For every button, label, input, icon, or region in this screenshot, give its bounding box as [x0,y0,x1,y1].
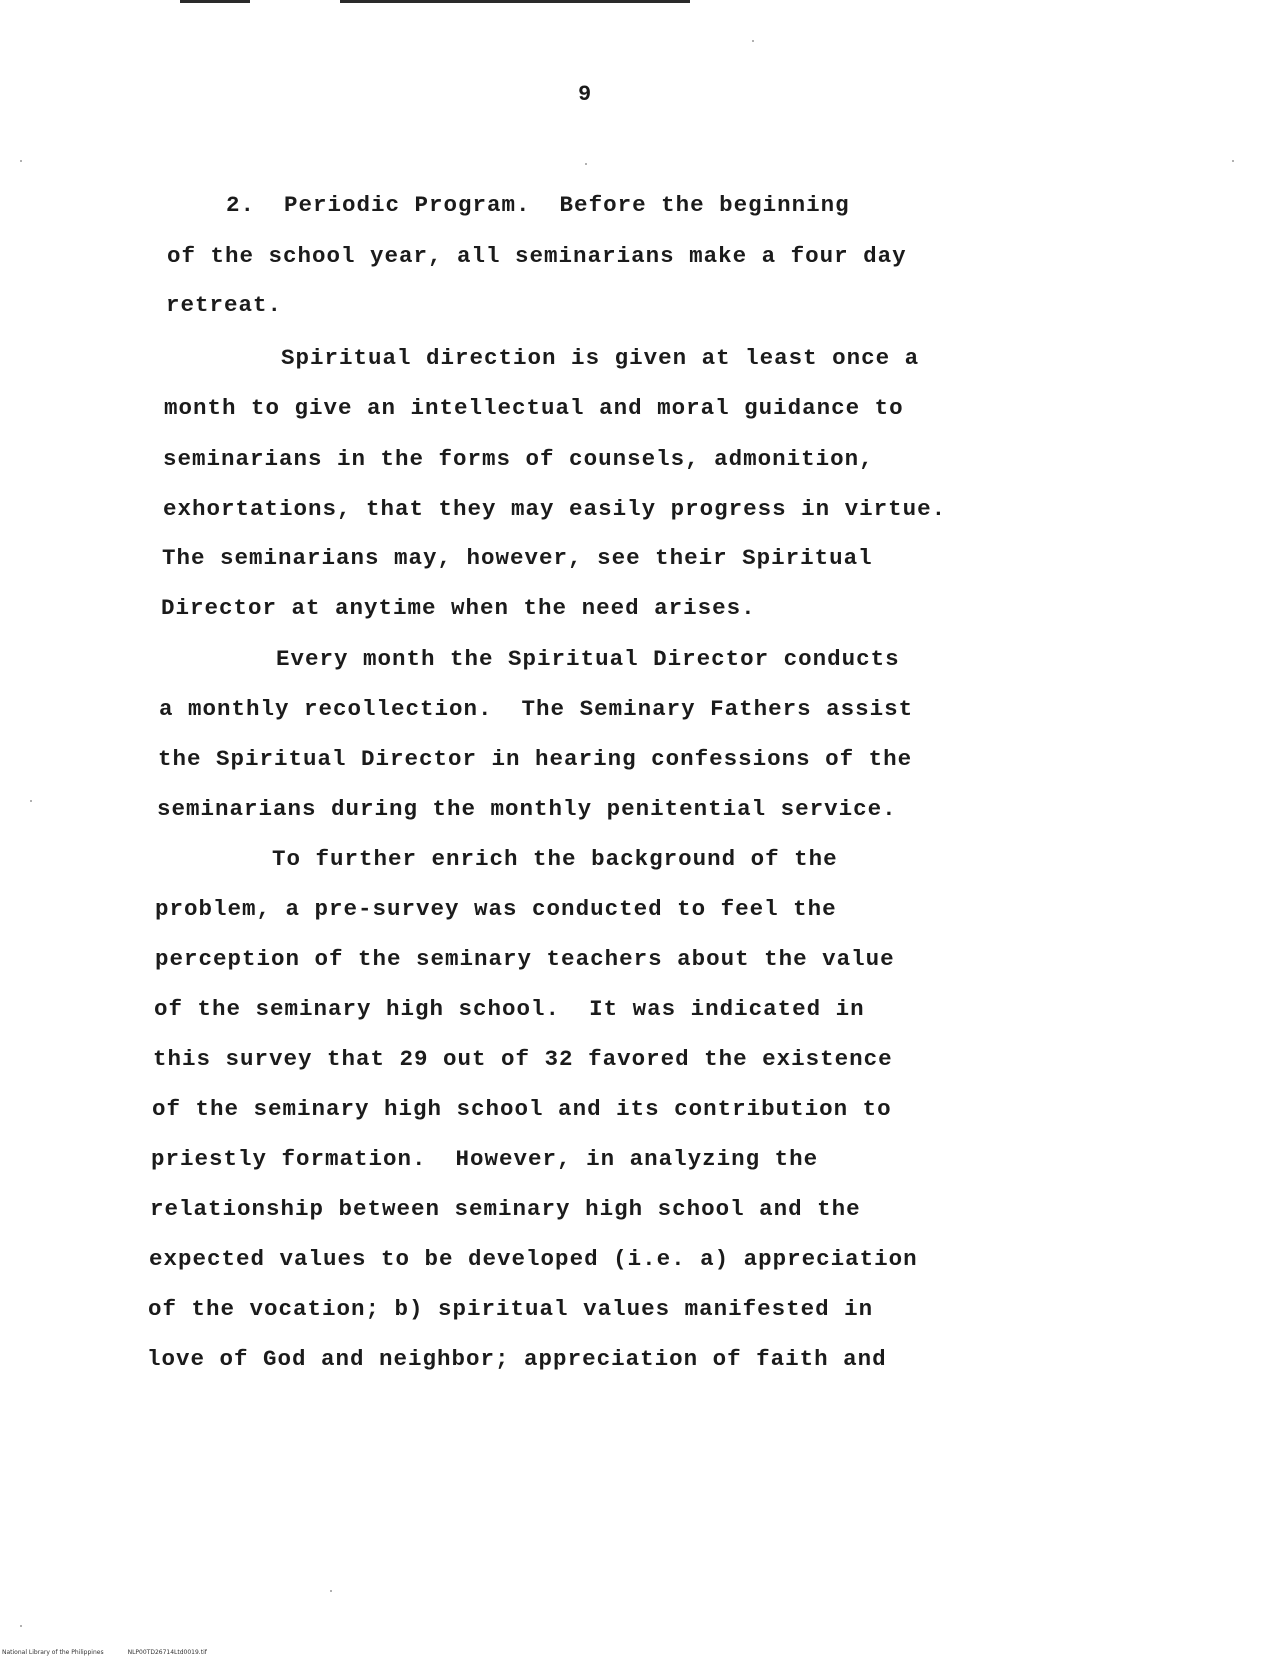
text-line: of the seminary high school. It was indicated in [154,996,865,1022]
text-line: love of God and neighbor; appreciation of faith and [147,1346,887,1372]
text-line: seminarians during the monthly penitential service. [157,796,897,822]
text-line: perception of the seminary teachers about the value [155,946,895,972]
text-line: month to give an intellectual and moral guidance to [164,395,904,421]
text-line: expected values to be developed (i.e. a) appreciation [149,1246,918,1272]
text-line: retreat. [166,292,283,318]
scan-edge-mark [180,0,250,3]
text-line: problem, a pre-survey was conducted to feel the [155,896,837,922]
scan-speck [1232,160,1234,162]
text-line: this survey that 29 out of 32 favored the existence [153,1046,893,1072]
scan-speck [752,40,754,42]
text-line: relationship between seminary high school and the [150,1196,861,1222]
text-line: seminarians in the forms of counsels, admonition, [163,446,874,472]
text-line: of the vocation; b) spiritual values manifested in [148,1296,874,1322]
scan-speck [330,1590,332,1592]
scan-speck [20,1625,22,1627]
scan-speck [20,160,22,162]
footer-file-id: NLP00TD26714Ltd0019.tif [127,1649,207,1656]
text-line: exhortations, that they may easily progress in virtue. [163,496,947,522]
text-line: a monthly recollection. The Seminary Fathers assist [159,696,914,722]
text-line: of the seminary high school and its contribution to [152,1096,892,1122]
page-number: 9 [578,82,592,107]
scan-speck [585,163,587,165]
scan-speck [30,800,32,802]
text-line: The seminarians may, however, see their Spiritual [162,545,873,571]
text-line: 2. Periodic Program. Before the beginning [168,192,850,218]
footer-library: National Library of the Philippines [2,1649,104,1656]
text-line: priestly formation. However, in analyzing the [151,1146,819,1172]
text-line: of the school year, all seminarians make a four day [167,243,907,269]
text-line: the Spiritual Director in hearing confessions of the [158,746,913,772]
text-line: Director at anytime when the need arises. [161,595,756,621]
text-line: Every month the Spiritual Director conducts [160,646,900,672]
scan-footer [2,1649,231,1656]
text-line: Spiritual direction is given at least once a [165,345,920,371]
scan-edge-mark [340,0,690,3]
text-line: To further enrich the background of the [156,846,838,872]
